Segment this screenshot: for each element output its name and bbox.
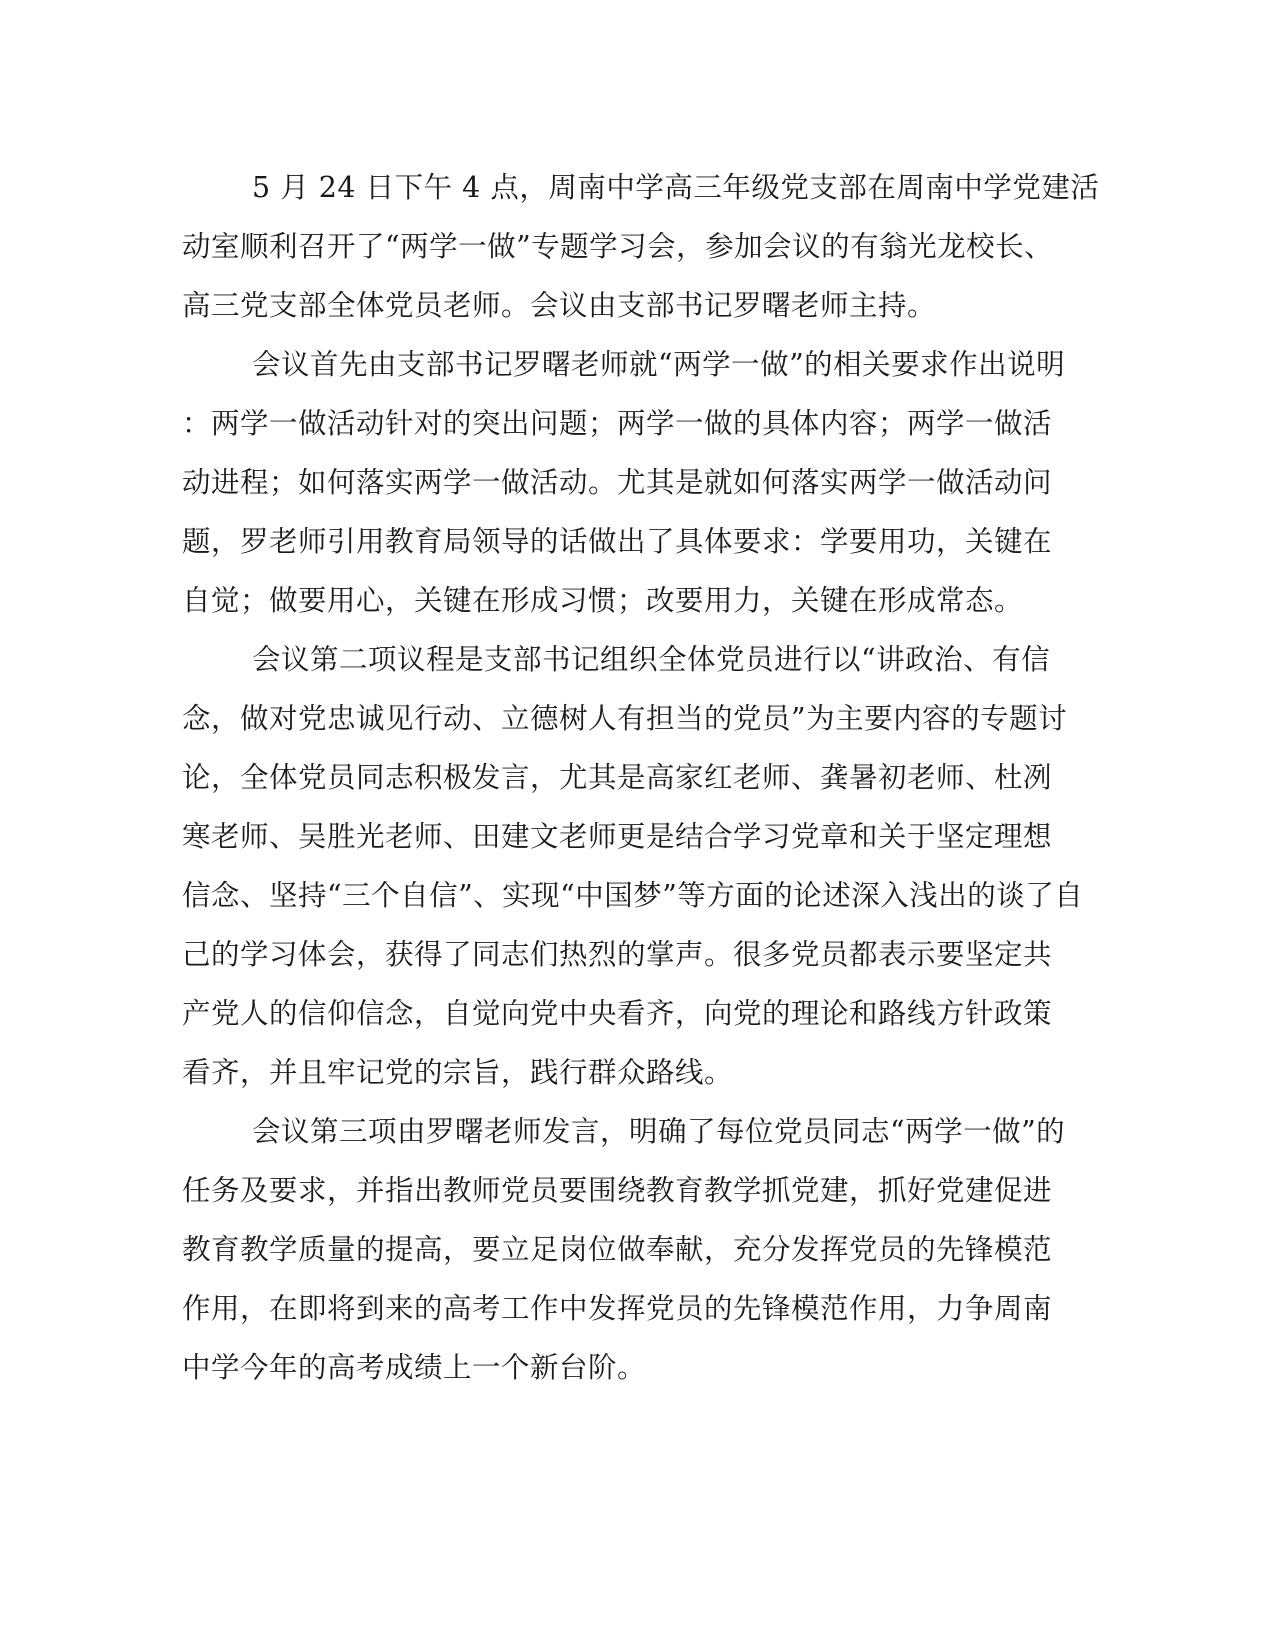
paragraph-4 [182,1102,1066,1397]
paragraph-line: 动进程；如何落实两学一做活动。尤其是就如何落实两学一做活动问 [182,466,1053,499]
paragraph-line: ：两学一做活动针对的突出问题；两学一做的具体内容；两学一做活 [182,407,1053,440]
paragraph-line: 作用，在即将到来的高考工作中发挥党员的先锋模范作用，力争周南 [182,1292,1053,1325]
document-body [182,158,1100,1397]
paragraph-line: 任务及要求，并指出教师党员要围绕教育教学抓党建，抓好党建促进 [182,1174,1053,1207]
paragraph-line: 会议首先由支部书记罗曙老师就“两学一做”的相关要求作出说明 [252,348,1066,381]
paragraph-line: 题，罗老师引用教育局领导的话做出了具体要求：学要用功，关键在 [182,525,1053,558]
paragraph-line: 会议第三项由罗曙老师发言，明确了每位党员同志“两学一做”的 [252,1115,1066,1148]
paragraph-line: 寒老师、吴胜光老师、田建文老师更是结合学习党章和关于坚定理想 [182,820,1053,853]
paragraph-line: 产党人的信仰信念，自觉向党中央看齐，向党的理论和路线方针政策 [182,997,1053,1030]
paragraph-1 [182,158,1100,335]
paragraph-2 [182,335,1066,630]
paragraph-line: 论，全体党员同志积极发言，尤其是高家红老师、龚暑初老师、杜冽 [182,761,1053,794]
paragraph-line: 中学今年的高考成绩上一个新台阶。 [182,1351,647,1384]
paragraph-line: 高三党支部全体党员老师。会议由支部书记罗曙老师主持。 [182,289,937,322]
paragraph-line: 教育教学质量的提高，要立足岗位做奉献，充分发挥党员的先锋模范 [182,1233,1053,1266]
paragraph-line: 念，做对党忠诚见行动、立德树人有担当的党员”为主要内容的专题讨 [182,702,1068,735]
paragraph-line: 自觉；做要用心，关键在形成习惯；改要用力，关键在形成常态。 [182,584,1024,617]
paragraph-line: 5 月 24 日下午 4 点，周南中学高三年级党支部在周南中学党建活 [252,171,1100,204]
paragraph-line: 信念、坚持“三个自信”、实现“中国梦”等方面的论述深入浅出的谈了自 [182,879,1084,912]
paragraph-line: 己的学习体会，获得了同志们热烈的掌声。很多党员都表示要坚定共 [182,938,1053,971]
paragraph-line: 会议第二项议程是支部书记组织全体党员进行以“讲政治、有信 [252,643,1051,676]
paragraph-line: 看齐，并且牢记党的宗旨，践行群众路线。 [182,1056,734,1089]
paragraph-line: 动室顺利召开了“两学一做”专题学习会，参加会议的有翁光龙校长、 [182,230,1054,263]
paragraph-3 [182,630,1084,1102]
